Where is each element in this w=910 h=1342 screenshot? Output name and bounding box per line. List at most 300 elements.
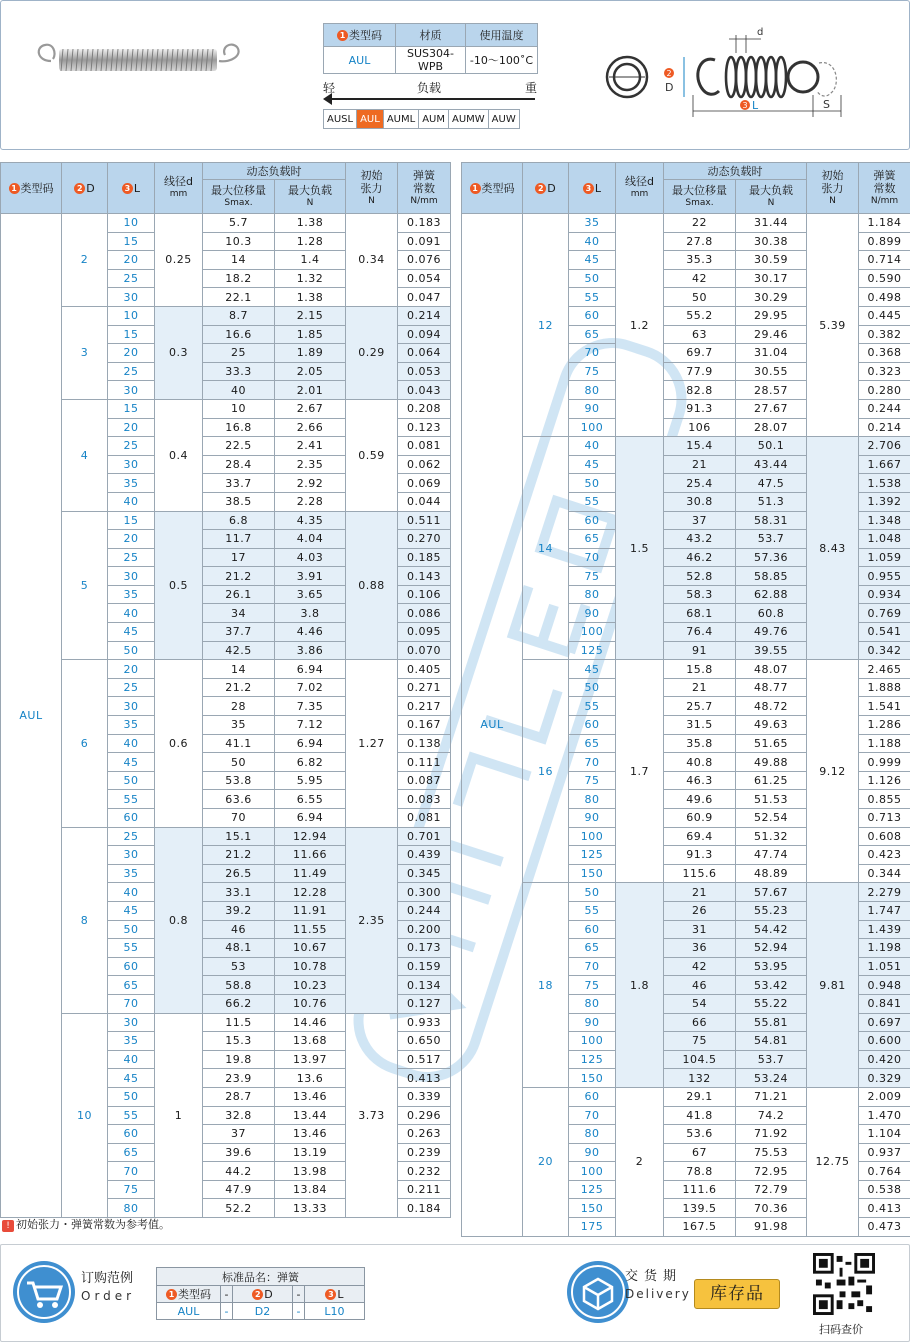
max-load-cell: 51.32	[736, 827, 807, 846]
L-cell: 25	[108, 269, 155, 288]
max-load-cell: 49.88	[736, 753, 807, 772]
spring-const-cell: 0.083	[398, 790, 451, 809]
spring-const-cell: 0.214	[859, 418, 910, 437]
max-disp-cell: 14	[203, 251, 275, 270]
max-disp-cell: 47.9	[203, 1180, 275, 1199]
max-disp-cell: 50	[203, 753, 275, 772]
tension-cell: 2.35	[346, 827, 398, 1013]
max-disp-cell: 40	[203, 381, 275, 400]
max-disp-cell: 42	[664, 957, 736, 976]
max-disp-cell: 5.7	[203, 214, 275, 233]
max-load-cell: 53.42	[736, 976, 807, 995]
spring-const-cell: 1.888	[859, 678, 910, 697]
max-load-cell: 13.6	[275, 1069, 346, 1088]
max-load-cell: 53.95	[736, 957, 807, 976]
table-row	[1, 660, 451, 679]
col-max-load	[736, 180, 807, 214]
max-load-cell: 48.77	[736, 678, 807, 697]
L-cell: 45	[569, 251, 616, 270]
spring-const-cell: 0.064	[398, 344, 451, 363]
spring-const-cell: 0.934	[859, 585, 910, 604]
delivery-box-icon	[567, 1261, 629, 1323]
spring-const-cell: 0.405	[398, 660, 451, 679]
max-disp-cell: 21	[664, 678, 736, 697]
L-cell: 55	[569, 288, 616, 307]
spring-const-cell: 0.069	[398, 474, 451, 493]
L-cell: 80	[569, 994, 616, 1013]
order-header-label-3: -	[296, 1287, 301, 1301]
L-cell: 50	[569, 474, 616, 493]
col-D-label: D	[86, 181, 95, 195]
spring-const-cell: 2.465	[859, 660, 910, 679]
spring-const-cell: 0.517	[398, 1050, 451, 1069]
L-cell: 70	[569, 548, 616, 567]
wire-cell: 0.5	[155, 511, 203, 660]
spring-const-cell: 0.244	[859, 399, 910, 418]
spec-table-left	[0, 162, 451, 1218]
L-cell: 50	[108, 1087, 155, 1106]
max-disp-cell: 167.5	[664, 1218, 736, 1237]
spring-const-cell: 1.538	[859, 474, 910, 493]
spring-const-cell: 1.198	[859, 939, 910, 958]
max-disp-cell: 34	[203, 604, 275, 623]
L-cell: 55	[569, 901, 616, 920]
max-load-cell: 74.2	[736, 1106, 807, 1125]
L-cell: 25	[108, 548, 155, 567]
max-disp-cell: 139.5	[664, 1199, 736, 1218]
order-header-3	[293, 1286, 305, 1303]
tension-cell: 0.34	[346, 214, 398, 307]
mat-header-material: 材质	[396, 24, 466, 47]
max-load-cell: 3.65	[275, 585, 346, 604]
max-load-cell: 51.65	[736, 734, 807, 753]
spring-const-cell: 0.047	[398, 288, 451, 307]
max-load-cell: 4.46	[275, 623, 346, 642]
max-load-cell: 13.84	[275, 1180, 346, 1199]
max-load-cell: 71.21	[736, 1087, 807, 1106]
max-load-cell: 2.41	[275, 437, 346, 456]
max-disp-cell: 35.8	[664, 734, 736, 753]
L-cell: 45	[569, 660, 616, 679]
max-disp-cell: 106	[664, 418, 736, 437]
spring-const-cell: 0.134	[398, 976, 451, 995]
order-num-2: 2	[252, 1289, 263, 1300]
order-value-0: AUL	[157, 1303, 221, 1320]
spring-const-cell: 2.279	[859, 883, 910, 902]
max-load-cell: 72.79	[736, 1180, 807, 1199]
col-D	[62, 163, 108, 214]
max-disp-cell: 91	[664, 641, 736, 660]
max-load-cell: 48.72	[736, 697, 807, 716]
col-spring-const	[859, 163, 910, 214]
max-load-cell: 4.35	[275, 511, 346, 530]
L-cell: 35	[569, 214, 616, 233]
mat-header-temp: 使用温度	[466, 24, 538, 47]
wire-cell: 1.2	[616, 214, 664, 437]
max-disp-cell: 27.8	[664, 232, 736, 251]
L-cell: 45	[108, 1069, 155, 1088]
col-max-disp-unit: Smax.	[224, 197, 253, 208]
L-cell: 90	[569, 1013, 616, 1032]
L-cell: 40	[108, 604, 155, 623]
order-header-4	[305, 1286, 365, 1303]
max-load-cell: 58.85	[736, 567, 807, 586]
max-load-cell: 51.53	[736, 790, 807, 809]
D-cell: 10	[62, 1013, 108, 1218]
spring-const-cell: 0.714	[859, 251, 910, 270]
wire-cell: 1	[155, 1013, 203, 1218]
max-load-cell: 30.55	[736, 362, 807, 381]
max-disp-cell: 22.1	[203, 288, 275, 307]
max-load-cell: 3.91	[275, 567, 346, 586]
max-load-cell: 6.94	[275, 660, 346, 679]
table-row	[462, 214, 910, 233]
max-disp-cell: 91.3	[664, 399, 736, 418]
order-header-label-2: D	[264, 1287, 273, 1301]
warning-icon: !	[2, 1220, 14, 1232]
spring-const-cell: 0.420	[859, 1050, 910, 1069]
tension-cell: 8.43	[807, 437, 859, 660]
col-L	[108, 163, 155, 214]
L-cell: 30	[108, 1013, 155, 1032]
col-spring-const-unit: N/mm	[410, 195, 438, 206]
max-load-cell: 29.95	[736, 306, 807, 325]
L-cell: 70	[569, 957, 616, 976]
max-disp-cell: 37	[203, 1125, 275, 1144]
std-name: 标准品名：弹簧	[157, 1268, 365, 1286]
max-load-cell: 10.23	[275, 976, 346, 995]
wire-cell: 0.6	[155, 660, 203, 827]
tension-cell: 0.29	[346, 306, 398, 399]
max-load-cell: 10.78	[275, 957, 346, 976]
stock-badge: 库存品	[694, 1279, 780, 1309]
wire-cell: 0.3	[155, 306, 203, 399]
order-header-label-1: -	[224, 1287, 229, 1301]
diagram-D: D	[665, 81, 674, 94]
max-load-cell: 51.3	[736, 492, 807, 511]
col-max-disp-label: 最大位移量	[672, 183, 727, 197]
L-cell: 150	[569, 1199, 616, 1218]
max-load-cell: 6.94	[275, 734, 346, 753]
max-disp-cell: 10	[203, 399, 275, 418]
spring-const-cell: 0.697	[859, 1013, 910, 1032]
L-cell: 175	[569, 1218, 616, 1237]
spring-const-cell: 0.138	[398, 734, 451, 753]
L-cell: 50	[108, 771, 155, 790]
spring-const-cell: 1.348	[859, 511, 910, 530]
max-disp-cell: 38.5	[203, 492, 275, 511]
num-3: 3	[583, 183, 594, 194]
spring-const-cell: 0.538	[859, 1180, 910, 1199]
max-load-cell: 2.15	[275, 306, 346, 325]
max-disp-cell: 46.2	[664, 548, 736, 567]
num-1: 1	[470, 183, 481, 194]
max-disp-cell: 58.3	[664, 585, 736, 604]
max-load-cell: 1.38	[275, 214, 346, 233]
L-cell: 20	[108, 344, 155, 363]
cart-icon	[13, 1261, 75, 1323]
max-load-cell: 11.49	[275, 864, 346, 883]
max-disp-cell: 6.8	[203, 511, 275, 530]
max-load-cell: 31.04	[736, 344, 807, 363]
L-cell: 30	[108, 697, 155, 716]
spring-const-cell: 0.044	[398, 492, 451, 511]
max-disp-cell: 26.1	[203, 585, 275, 604]
L-cell: 40	[569, 437, 616, 456]
D-cell: 2	[62, 214, 108, 307]
spring-const-cell: 0.323	[859, 362, 910, 381]
L-cell: 125	[569, 1180, 616, 1199]
max-load-cell: 10.76	[275, 994, 346, 1013]
tension-cell: 1.27	[346, 660, 398, 827]
col-init-tension-label: 初始张力	[360, 168, 383, 195]
L-cell: 50	[108, 641, 155, 660]
max-load-cell: 62.88	[736, 585, 807, 604]
tension-cell: 0.59	[346, 399, 398, 511]
max-load-cell: 7.12	[275, 716, 346, 735]
table-row	[1, 399, 451, 418]
tension-cell: 5.39	[807, 214, 859, 437]
spring-const-cell: 0.590	[859, 269, 910, 288]
max-load-cell: 47.74	[736, 846, 807, 865]
max-disp-cell: 29.1	[664, 1087, 736, 1106]
max-load-cell: 61.25	[736, 771, 807, 790]
order-header-label-0: 类型码	[178, 1288, 211, 1301]
spring-const-cell: 1.747	[859, 901, 910, 920]
max-disp-cell: 69.7	[664, 344, 736, 363]
max-disp-cell: 21.2	[203, 567, 275, 586]
max-load-cell: 52.54	[736, 809, 807, 828]
max-disp-cell: 10.3	[203, 232, 275, 251]
order-example-table	[156, 1267, 365, 1320]
top-panel	[0, 0, 910, 150]
col-init-tension-unit: N	[368, 195, 375, 206]
order-value-3: -	[293, 1303, 305, 1320]
L-cell: 20	[108, 530, 155, 549]
col-wire-unit: mm	[630, 189, 649, 199]
spring-const-cell: 0.054	[398, 269, 451, 288]
max-disp-cell: 66	[664, 1013, 736, 1032]
max-disp-cell: 39.6	[203, 1143, 275, 1162]
spring-const-cell: 0.062	[398, 455, 451, 474]
L-cell: 70	[108, 1162, 155, 1181]
D-cell: 20	[523, 1087, 569, 1236]
qr-code-icon[interactable]	[813, 1253, 875, 1315]
max-disp-cell: 26.5	[203, 864, 275, 883]
max-load-cell: 1.28	[275, 232, 346, 251]
max-disp-cell: 35.3	[664, 251, 736, 270]
col-type-code-label: 类型码	[481, 181, 515, 195]
col-max-disp	[203, 180, 275, 214]
L-cell: 55	[569, 492, 616, 511]
spring-const-cell: 0.296	[398, 1106, 451, 1125]
col-wire-label: 线径d	[164, 175, 193, 188]
max-load-cell: 3.8	[275, 604, 346, 623]
max-load-cell: 14.46	[275, 1013, 346, 1032]
L-cell: 15	[108, 511, 155, 530]
L-cell: 45	[108, 901, 155, 920]
max-disp-cell: 17	[203, 548, 275, 567]
delivery-en: Delivery	[625, 1287, 691, 1301]
max-load-cell: 91.98	[736, 1218, 807, 1237]
spring-const-cell: 0.143	[398, 567, 451, 586]
load-scale	[323, 77, 537, 105]
max-disp-cell: 16.6	[203, 325, 275, 344]
L-cell: 10	[108, 214, 155, 233]
spring-const-cell: 0.899	[859, 232, 910, 251]
wire-cell: 1.5	[616, 437, 664, 660]
max-load-cell: 48.89	[736, 864, 807, 883]
max-load-cell: 13.46	[275, 1125, 346, 1144]
max-disp-cell: 76.4	[664, 623, 736, 642]
spring-const-cell: 0.841	[859, 994, 910, 1013]
L-cell: 60	[569, 1087, 616, 1106]
max-load-cell: 31.44	[736, 214, 807, 233]
max-disp-cell: 54	[664, 994, 736, 1013]
max-disp-cell: 52.8	[664, 567, 736, 586]
L-cell: 15	[108, 232, 155, 251]
max-load-cell: 28.57	[736, 381, 807, 400]
col-wire-label: 线径d	[625, 175, 654, 188]
wire-cell: 2	[616, 1087, 664, 1236]
tension-cell: 12.75	[807, 1087, 859, 1236]
spring-const-cell: 0.167	[398, 716, 451, 735]
spring-const-cell: 0.076	[398, 251, 451, 270]
D-cell: 14	[523, 437, 569, 660]
spring-const-cell: 0.081	[398, 809, 451, 828]
max-load-cell: 50.1	[736, 437, 807, 456]
max-load-cell: 2.28	[275, 492, 346, 511]
spring-const-cell: 0.087	[398, 771, 451, 790]
L-cell: 65	[108, 1143, 155, 1162]
max-load-cell: 11.55	[275, 920, 346, 939]
col-spring-const	[398, 163, 451, 214]
L-cell: 45	[108, 753, 155, 772]
max-load-cell: 5.95	[275, 771, 346, 790]
spring-const-cell: 0.070	[398, 641, 451, 660]
max-load-cell: 2.67	[275, 399, 346, 418]
spring-const-cell: 0.498	[859, 288, 910, 307]
max-disp-cell: 11.7	[203, 530, 275, 549]
col-D	[523, 163, 569, 214]
spring-const-cell: 0.701	[398, 827, 451, 846]
spring-const-cell: 0.211	[398, 1180, 451, 1199]
max-load-cell: 53.24	[736, 1069, 807, 1088]
tension-cell: 9.81	[807, 883, 859, 1088]
max-load-cell: 1.38	[275, 288, 346, 307]
max-disp-cell: 36	[664, 939, 736, 958]
max-load-cell: 72.95	[736, 1162, 807, 1181]
type-code-cell: AUL	[462, 214, 523, 1237]
max-disp-cell: 21	[664, 455, 736, 474]
max-disp-cell: 31	[664, 920, 736, 939]
table-row	[462, 437, 910, 456]
L-cell: 25	[108, 362, 155, 381]
max-disp-cell: 25.4	[664, 474, 736, 493]
spring-const-cell: 0.423	[859, 846, 910, 865]
max-load-cell: 1.85	[275, 325, 346, 344]
col-max-disp	[664, 180, 736, 214]
D-cell: 3	[62, 306, 108, 399]
max-load-cell: 13.19	[275, 1143, 346, 1162]
table-row	[1, 214, 451, 233]
max-load-cell: 55.81	[736, 1013, 807, 1032]
max-load-cell: 11.66	[275, 846, 346, 865]
diagram-S: S	[823, 98, 830, 111]
D-cell: 4	[62, 399, 108, 511]
max-load-cell: 11.91	[275, 901, 346, 920]
spring-const-cell: 0.439	[398, 846, 451, 865]
wire-cell: 0.8	[155, 827, 203, 1013]
spring-const-cell: 1.104	[859, 1125, 910, 1144]
L-cell: 25	[108, 437, 155, 456]
max-disp-cell: 68.1	[664, 604, 736, 623]
L-cell: 20	[108, 418, 155, 437]
max-disp-cell: 111.6	[664, 1180, 736, 1199]
col-wire	[155, 163, 203, 214]
col-wire-unit: mm	[169, 189, 188, 199]
spring-const-cell: 0.043	[398, 381, 451, 400]
max-disp-cell: 41.1	[203, 734, 275, 753]
max-load-cell: 30.29	[736, 288, 807, 307]
L-cell: 55	[108, 1106, 155, 1125]
max-disp-cell: 46.3	[664, 771, 736, 790]
spring-const-cell: 0.159	[398, 957, 451, 976]
max-disp-cell: 18.2	[203, 269, 275, 288]
reference-note	[2, 1216, 170, 1232]
max-load-cell: 1.89	[275, 344, 346, 363]
spring-const-cell: 0.999	[859, 753, 910, 772]
spring-const-cell: 0.413	[398, 1069, 451, 1088]
max-disp-cell: 19.8	[203, 1050, 275, 1069]
L-cell: 90	[569, 1143, 616, 1162]
L-cell: 80	[569, 790, 616, 809]
order-label: 订购范例	[81, 1271, 134, 1286]
variant-ausl: AUSL	[324, 110, 357, 129]
max-load-cell: 27.67	[736, 399, 807, 418]
max-load-cell: 53.7	[736, 1050, 807, 1069]
max-disp-cell: 16.8	[203, 418, 275, 437]
L-cell: 100	[569, 1032, 616, 1051]
D-cell: 18	[523, 883, 569, 1088]
spring-const-cell: 0.855	[859, 790, 910, 809]
col-init-tension-unit: N	[829, 195, 836, 206]
spring-const-cell: 1.667	[859, 455, 910, 474]
col-max-load-unit: N	[767, 197, 775, 208]
max-disp-cell: 55.2	[664, 306, 736, 325]
max-load-cell: 2.66	[275, 418, 346, 437]
spring-const-cell: 0.111	[398, 753, 451, 772]
max-load-cell: 12.28	[275, 883, 346, 902]
max-load-cell: 4.04	[275, 530, 346, 549]
L-cell: 30	[108, 567, 155, 586]
L-cell: 25	[108, 678, 155, 697]
D-cell: 12	[523, 214, 569, 437]
spring-const-cell: 0.263	[398, 1125, 451, 1144]
max-load-cell: 28.07	[736, 418, 807, 437]
max-load-cell: 48.07	[736, 660, 807, 679]
spring-const-cell: 0.123	[398, 418, 451, 437]
max-load-cell: 54.42	[736, 920, 807, 939]
table-row	[462, 660, 910, 679]
spring-const-cell: 0.764	[859, 1162, 910, 1181]
spring-const-cell: 1.541	[859, 697, 910, 716]
order-value-4: L10	[305, 1303, 365, 1320]
L-cell: 60	[569, 306, 616, 325]
order-value-1: -	[221, 1303, 233, 1320]
max-disp-cell: 25	[203, 344, 275, 363]
load-label: 负载	[417, 81, 442, 95]
